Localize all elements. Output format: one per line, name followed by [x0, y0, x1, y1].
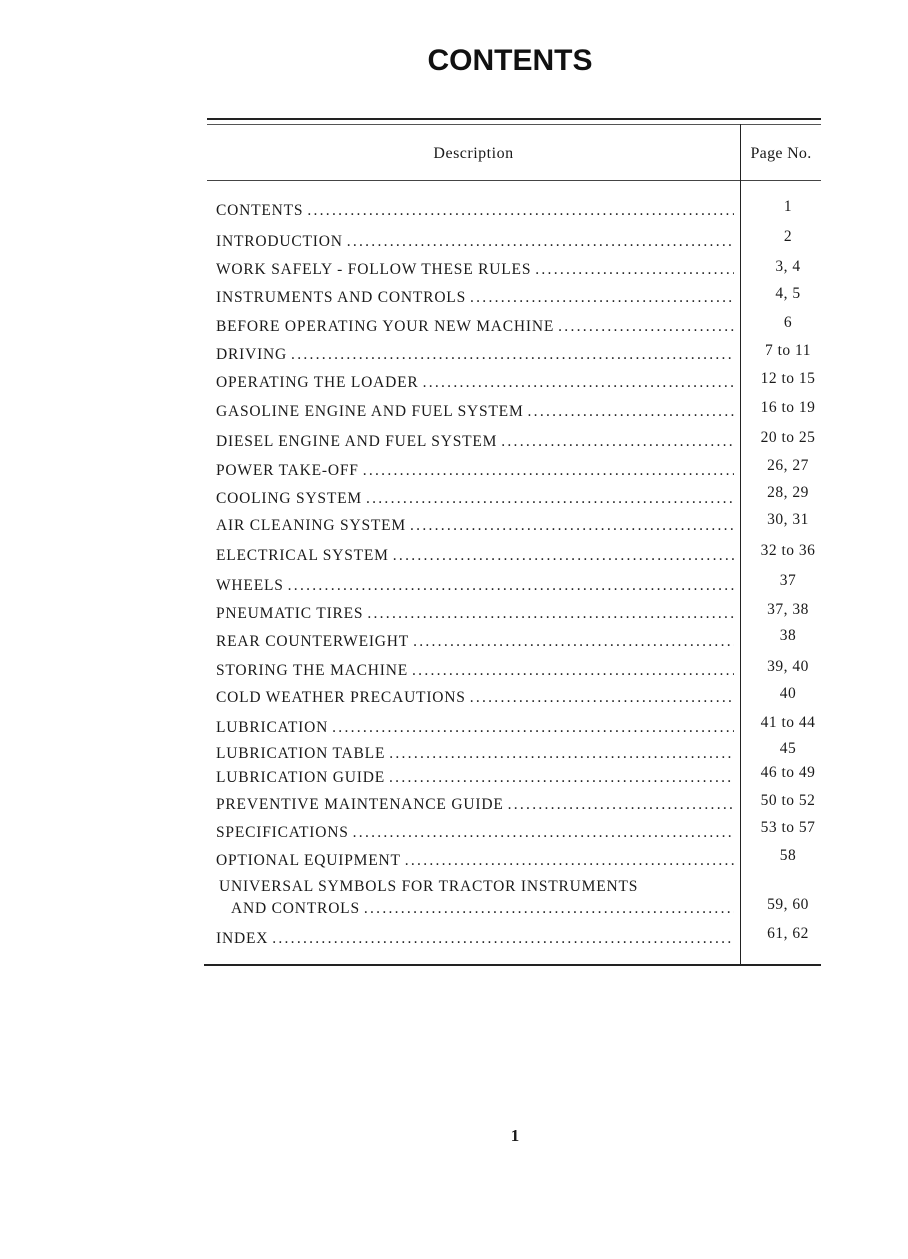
- toc-row[interactable]: [216, 401, 734, 423]
- toc-row[interactable]: [216, 687, 734, 709]
- toc-row[interactable]: [216, 431, 734, 453]
- toc-row[interactable]: [216, 231, 734, 253]
- toc-label: COLD WEATHER PRECAUTIONS: [216, 689, 466, 706]
- toc-page-number: 40: [779, 685, 797, 702]
- dot-leader: [307, 200, 734, 222]
- toc-page-number: 41 to 44: [760, 714, 816, 731]
- dot-leader: [353, 822, 734, 844]
- toc-label: INDEX: [216, 930, 269, 947]
- toc-label: COOLING SYSTEM: [216, 490, 362, 507]
- dot-leader: [423, 372, 734, 394]
- description-column-header: Description: [433, 145, 514, 162]
- dot-leader: [389, 743, 734, 765]
- toc-row[interactable]: [216, 822, 734, 844]
- toc-label: SPECIFICATIONS: [216, 824, 349, 841]
- table-bottom-rule: [204, 964, 821, 966]
- dot-leader: [291, 344, 734, 366]
- toc-row[interactable]: [216, 603, 734, 625]
- toc-page-number: 20 to 25: [760, 429, 816, 446]
- toc-row[interactable]: [216, 575, 734, 597]
- toc-label: DIESEL ENGINE AND FUEL SYSTEM: [216, 433, 498, 450]
- toc-label: LUBRICATION: [216, 719, 329, 736]
- toc-label: POWER TAKE-OFF: [216, 462, 359, 479]
- toc-page-number: 1: [783, 198, 793, 215]
- toc-page-number: 50 to 52: [760, 792, 816, 809]
- dot-leader: [364, 898, 734, 920]
- toc-page-number: 38: [779, 627, 797, 644]
- toc-label: PNEUMATIC TIRES: [216, 605, 364, 622]
- dot-leader: [470, 287, 734, 309]
- dot-leader: [413, 631, 734, 653]
- toc-page-number: 6: [783, 314, 793, 331]
- dot-leader: [528, 401, 734, 423]
- dot-leader: [389, 767, 734, 789]
- dot-leader: [367, 603, 734, 625]
- toc-page-number: 46 to 49: [760, 764, 816, 781]
- page-title: CONTENTS: [427, 44, 593, 77]
- toc-page-number: 2: [783, 228, 793, 245]
- dot-leader: [288, 575, 734, 597]
- toc-page-number: 58: [779, 847, 797, 864]
- dot-leader: [393, 545, 734, 567]
- toc-label: CONTENTS: [216, 202, 304, 219]
- toc-label: DRIVING: [216, 346, 288, 363]
- toc-label: OPERATING THE LOADER: [216, 374, 419, 391]
- toc-label: PREVENTIVE MAINTENANCE GUIDE: [216, 796, 504, 813]
- toc-row[interactable]: [216, 794, 734, 816]
- toc-label: LUBRICATION GUIDE: [216, 769, 386, 786]
- toc-row[interactable]: [216, 743, 734, 765]
- toc-label: WHEELS: [216, 577, 284, 594]
- toc-page-number: 4, 5: [775, 285, 801, 302]
- toc-page-number: 45: [779, 740, 797, 757]
- toc-page-number: 39, 40: [767, 658, 809, 675]
- toc-row[interactable]: [216, 928, 734, 950]
- dot-leader: [405, 850, 734, 872]
- dot-leader: [410, 515, 734, 537]
- toc-row[interactable]: [216, 631, 734, 653]
- dot-leader: [501, 431, 734, 453]
- toc-row[interactable]: [216, 767, 734, 789]
- toc-label: INSTRUMENTS AND CONTROLS: [216, 289, 466, 306]
- toc-page-number: 3, 4: [775, 258, 801, 275]
- toc-page-number: 12 to 15: [760, 370, 816, 387]
- dot-leader: [508, 794, 734, 816]
- page-column-header: Page No.: [750, 145, 812, 162]
- toc-page-number: 53 to 57: [760, 819, 816, 836]
- dot-leader: [363, 460, 734, 482]
- toc-page-number: 30, 31: [767, 511, 809, 528]
- toc-row[interactable]: [231, 898, 734, 920]
- table-top-rule-thin: [207, 124, 821, 125]
- dot-leader: [366, 488, 734, 510]
- dot-leader: [470, 687, 734, 709]
- toc-page-number: 37, 38: [767, 601, 809, 618]
- toc-row[interactable]: [216, 545, 734, 567]
- toc-row[interactable]: [216, 200, 734, 222]
- toc-row[interactable]: [216, 515, 734, 537]
- toc-label: AND CONTROLS: [231, 900, 360, 917]
- toc-label: GASOLINE ENGINE AND FUEL SYSTEM: [216, 403, 524, 420]
- toc-label-line1: UNIVERSAL SYMBOLS FOR TRACTOR INSTRUMENTS: [219, 878, 639, 895]
- toc-page-number: 28, 29: [767, 484, 809, 501]
- toc-label: BEFORE OPERATING YOUR NEW MACHINE: [216, 318, 555, 335]
- toc-label: WORK SAFELY - FOLLOW THESE RULES: [216, 261, 532, 278]
- dot-leader: [347, 231, 734, 253]
- table-column-divider: [740, 124, 741, 966]
- toc-row[interactable]: [216, 287, 734, 309]
- toc-row[interactable]: [216, 344, 734, 366]
- table-header-rule: [207, 180, 821, 181]
- dot-leader: [558, 316, 734, 338]
- toc-page-number: 61, 62: [767, 925, 809, 942]
- toc-label: OPTIONAL EQUIPMENT: [216, 852, 401, 869]
- dot-leader: [535, 259, 734, 281]
- toc-row[interactable]: [216, 850, 734, 872]
- footer-page-number: 1: [510, 1126, 520, 1145]
- toc-row[interactable]: [216, 660, 734, 682]
- toc-page-number: 32 to 36: [760, 542, 816, 559]
- toc-label: AIR CLEANING SYSTEM: [216, 517, 407, 534]
- toc-row[interactable]: [216, 460, 734, 482]
- toc-label: REAR COUNTERWEIGHT: [216, 633, 410, 650]
- toc-row[interactable]: [216, 259, 734, 281]
- toc-row[interactable]: [216, 488, 734, 510]
- toc-page-number: 59, 60: [767, 896, 809, 913]
- toc-label: INTRODUCTION: [216, 233, 343, 250]
- toc-page-number: 37: [779, 572, 797, 589]
- toc-page-number: 16 to 19: [760, 399, 816, 416]
- table-top-rule: [207, 118, 821, 120]
- dot-leader: [272, 928, 734, 950]
- toc-page-number: 7 to 11: [765, 342, 811, 359]
- dot-leader: [412, 660, 734, 682]
- toc-row[interactable]: [216, 372, 734, 394]
- toc-label: LUBRICATION TABLE: [216, 745, 386, 762]
- toc-page-number: 26, 27: [767, 457, 809, 474]
- toc-label: ELECTRICAL SYSTEM: [216, 547, 389, 564]
- toc-row[interactable]: [216, 316, 734, 338]
- toc-row[interactable]: [216, 717, 734, 739]
- dot-leader: [332, 717, 734, 739]
- toc-label: STORING THE MACHINE: [216, 662, 409, 679]
